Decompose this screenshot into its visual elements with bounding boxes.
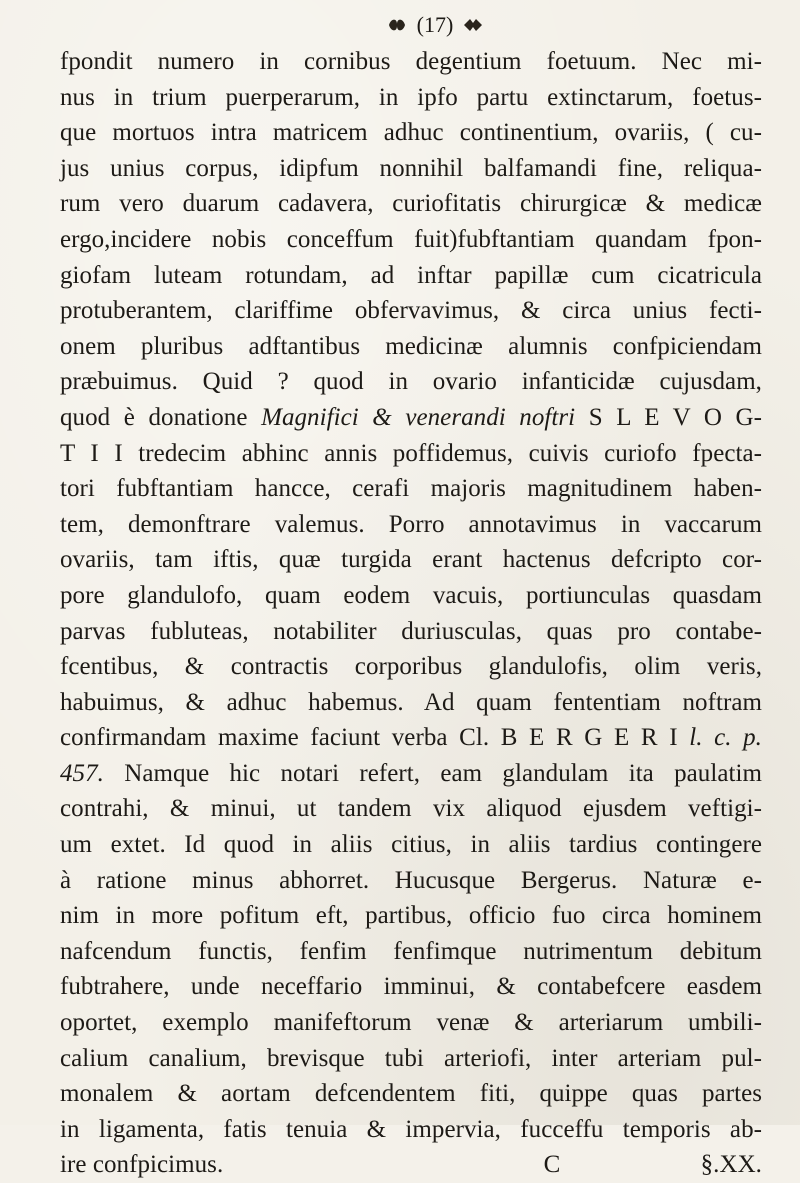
text-segment: confirmandam maxime faciunt verba Cl. B E R G E R I — [60, 724, 690, 752]
text-line: onem pluribus adftantibus medicinæ alumnis confpiciendam — [60, 332, 762, 360]
text-line: um extet. Id quod in aliis citius, in aliis tardius contingere — [60, 831, 762, 859]
text-line: giofam luteam rotundam, ad inftar papillæ cum cicatricula — [60, 261, 762, 289]
text-segment: Namque hic notari refert, eam glandulam ita paulatim — [103, 759, 762, 787]
page-number: (17) — [416, 12, 454, 37]
text-line: à ratione minus abhorret. Hucusque Bergerus. Naturæ e- — [60, 866, 762, 894]
catchword: §.XX. — [700, 1151, 762, 1179]
text-line-with-citation — [60, 720, 762, 756]
page-reference: 457. — [60, 759, 104, 787]
text-segment: quod è donatione — [60, 403, 262, 431]
text-line: jus unius corpus, idipfum nonnihil balfamandi fine, reliqua- — [60, 154, 762, 182]
text-line: parvas fubluteas, notabiliter duriusculas, quas pro contabe- — [60, 617, 762, 645]
text-line: fcentibus, & contractis corporibus glandulofis, olim veris, — [60, 653, 762, 681]
body-text — [60, 44, 762, 1183]
text-line: que mortuos intra matricem adhuc continentium, ovariis, ( cu- — [60, 119, 762, 147]
text-line: monalem & aortam defcendentem fiti, quippe quas partes — [60, 1080, 762, 1108]
text-line: præbuimus. Quid ? quod in ovario infanticidæ cujusdam, — [60, 368, 762, 396]
text-line: oportet, exemplo manifeftorum venæ & arteriarum umbili- — [60, 1009, 762, 1037]
text-line: fpondit numero in cornibus degentium foetuum. Nec mi- — [60, 48, 762, 75]
text-line-with-italic — [60, 400, 762, 436]
text-line: protuberantem, clariffime obfervavimus, & circa unius fecti- — [60, 297, 762, 325]
signature-mark: C — [543, 1151, 561, 1179]
text-line: nafcendum functis, fenfim fenfimque nutrimentum debitum — [60, 937, 762, 965]
text-line: nim in more pofitum eft, partibus, officio fuo circa hominem — [60, 902, 762, 930]
text-line: ergo,incidere nobis conceffum fuit)fubftantiam quandam fpon- — [60, 225, 762, 253]
text-line: nus in trium puerperarum, in ipfo partu extinctarum, foetus- — [60, 83, 762, 111]
text-line: fubtrahere, unde neceffario imminui, & contabefcere easdem — [60, 973, 762, 1001]
text-line: habuimus, & adhuc habemus. Ad quam fententiam noftram — [60, 688, 762, 716]
fleuron-left-icon — [385, 15, 409, 35]
text-line: pore glandulofo, quam eodem vacuis, portiunculas quasdam — [60, 581, 762, 609]
page-header — [0, 8, 800, 42]
text-line-with-page-ref — [60, 756, 762, 792]
text-line: in ligamenta, fatis tenuia & impervia, fucceffu temporis ab- — [60, 1115, 762, 1143]
text-segment: ire confpicimus. — [60, 1151, 224, 1179]
italic-phrase: Magnifici & venerandi noftri — [261, 403, 576, 431]
text-line: T I I tredecim abhinc annis poffidemus, cuivis curiofo fpecta- — [60, 439, 762, 467]
citation-reference: l. c. p. — [689, 724, 762, 752]
text-line: tem, demonftrare valemus. Porro annotavimus in vaccarum — [60, 510, 762, 538]
text-line: contrahi, & minui, ut tandem vix aliquod ejusdem veftigi- — [60, 795, 762, 823]
text-line: calium canalium, brevisque tubi arteriofi, inter arteriam pul- — [60, 1044, 762, 1072]
text-line: rum vero duarum cadavera, curiofitatis chirurgicæ & medicæ — [60, 190, 762, 218]
fleuron-right-icon — [461, 15, 485, 35]
text-line: tori fubftantiam hancce, cerafi majoris magnitudinem haben- — [60, 475, 762, 503]
final-line — [60, 1147, 762, 1183]
text-segment: S L E V O G- — [575, 403, 762, 431]
text-line: ovariis, tam iftis, quæ turgida erant hactenus defcripto cor- — [60, 546, 762, 574]
